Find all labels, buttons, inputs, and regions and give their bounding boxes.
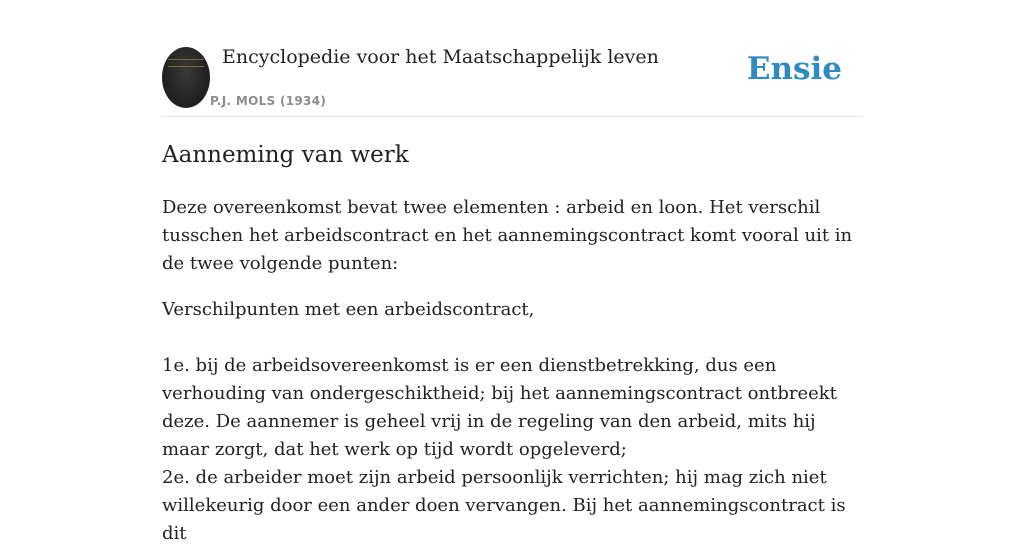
entry-title: Aanneming van werk (162, 142, 409, 168)
book-cover-image[interactable] (162, 47, 210, 108)
subheading-paragraph: Verschilpunten met een arbeidscontract, (162, 299, 535, 320)
intro-paragraph: Deze overeenkomst bevat twee elementen : arbeid en loon. Het verschil tusschen het arbeidscontract en het aannemingscontract komt vooral uit in de twee volgende punten: (162, 197, 853, 274)
point-item: 1e. bij de arbeidsovereenkomst is er een dienstbetrekking, dus een verhouding van ondergeschiktheid; bij het aannemingscontract ontbreekt deze. De aannemer is geheel vrij in de regeling van den arbeid, mits hij maar zorgt, dat het werk op tijd wordt opgeleverd; (162, 355, 837, 460)
header (162, 0, 862, 117)
brand-logo[interactable]: Ensie (746, 51, 842, 87)
article (162, 140, 862, 548)
cover-title-band (168, 59, 204, 67)
book-title[interactable]: Encyclopedie voor het Maatschappelijk leven (222, 46, 659, 68)
point-item: 2e. de arbeider moet zijn arbeid persoonlijk verrichten; hij mag zich niet willekeurig door een ander doen vervangen. Bij het aannemingscontract is dit (162, 467, 846, 544)
author-label: P.J. MOLS (1934) (210, 94, 327, 108)
